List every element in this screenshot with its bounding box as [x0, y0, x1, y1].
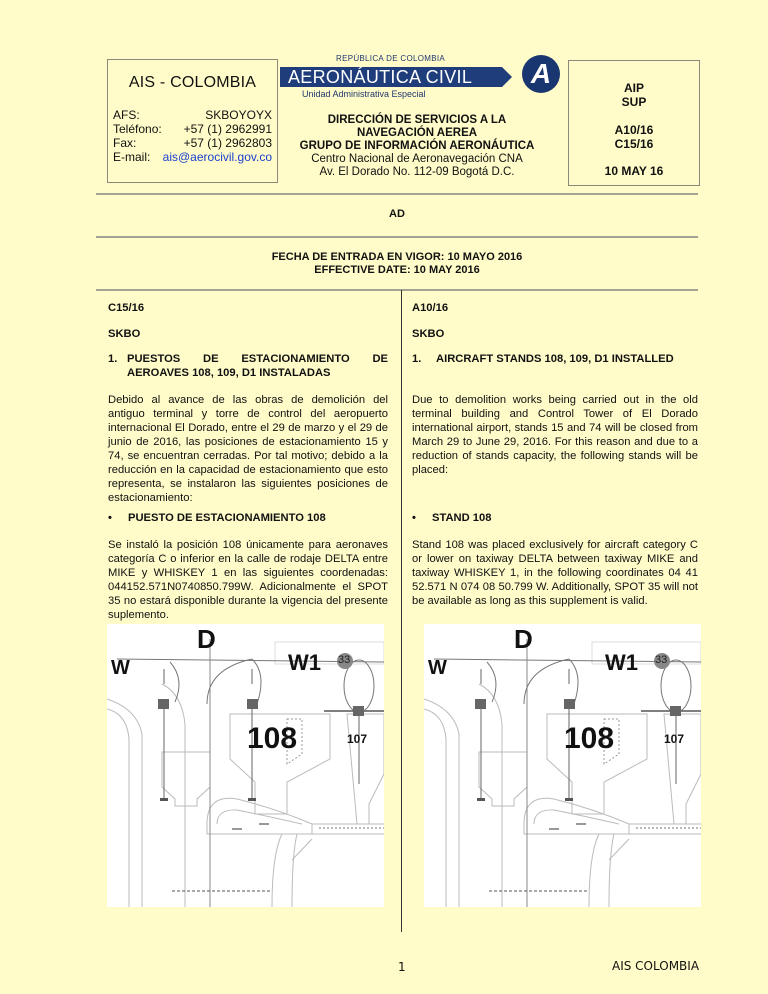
right-bullet	[412, 511, 698, 525]
email-link[interactable]: ais@aerocivil.gov.co	[162, 150, 272, 164]
phone-value: +57 (1) 2962991	[183, 122, 272, 136]
grupo-line: GRUPO DE INFORMACIÓN AERONÁUTICA	[299, 140, 535, 152]
fax-value: +57 (1) 2962803	[183, 136, 272, 150]
left-heading-text: PUESTOS DE ESTACIONAMIENTO DE AEROAVES 108, 109, D1 INSTALADAS	[127, 353, 388, 379]
footer-org: AIS COLOMBIA	[612, 959, 700, 973]
taxiway-w-label: W	[111, 657, 130, 679]
right-heading-number: 1.	[412, 353, 422, 365]
page-number: 1	[398, 960, 406, 974]
taxiway-d-label: D	[197, 624, 216, 654]
divider-bottom	[96, 289, 698, 291]
taxiway-w-label: W	[428, 657, 447, 679]
stand-diagram-right	[424, 624, 701, 907]
direccion-line2: NAVEGACIÓN AEREA	[356, 127, 478, 139]
stand-map-right	[424, 624, 701, 907]
left-bullet	[108, 511, 388, 525]
left-heading	[108, 352, 388, 380]
left-aerodrome: SKBO	[108, 328, 141, 340]
ref-a: A10/16	[614, 123, 654, 137]
stand-107-label: 107	[664, 732, 685, 746]
fax-label: Fax:	[113, 136, 137, 150]
ais-contact-box	[107, 59, 278, 183]
right-heading	[412, 352, 698, 366]
unidad-label: Unidad Administrativa Especial	[302, 89, 426, 99]
phone-row	[113, 122, 272, 136]
aip-label: AIP	[623, 81, 644, 95]
stand-diagram-left	[107, 624, 384, 907]
right-ref: A10/16	[412, 302, 449, 314]
afs-row	[113, 108, 272, 122]
taxiway-d-label: D	[514, 624, 533, 654]
aip-sup-box	[568, 60, 700, 186]
left-paragraph-2: Se instaló la posición 108 únicamente para aeronaves categoría C o inferior en la calle de rodaje DELTA entre MIKE y WHISKEY 1 en las siguientes coordenadas: 044152.571N0740850.799W. Adicionalmente el SPOT 35 no estará disponible durante la vigencia del presente suplemento.	[108, 539, 388, 621]
column-divider	[401, 290, 402, 932]
aerocivil-banner	[280, 67, 502, 87]
afs-label: AFS:	[113, 108, 140, 122]
divider-mid	[96, 236, 698, 238]
left-heading-number: 1.	[108, 353, 118, 365]
effective-date-block	[96, 251, 698, 277]
republica-label: REPÚBLICA DE COLOMBIA	[336, 54, 445, 63]
direccion-block	[272, 114, 562, 179]
ref-c: C15/16	[614, 137, 654, 151]
divider-top	[96, 193, 698, 195]
centro-line: Centro Nacional de Aeronavegación CNA	[311, 153, 523, 165]
sup-label: SUP	[621, 95, 647, 109]
bullet-icon: •	[412, 512, 416, 524]
aerocivil-banner-text: AERONÁUTICA CIVIL	[288, 67, 473, 87]
stand-108-label: 108	[564, 722, 615, 755]
bullet-icon: •	[108, 512, 112, 524]
email-label: E-mail:	[113, 150, 151, 164]
ais-contact-rows	[113, 108, 272, 164]
effective-date-en: EFFECTIVE DATE: 10 MAY 2016	[314, 264, 480, 276]
spot-33-label: 33	[655, 654, 668, 666]
right-bullet-text: STAND 108	[432, 512, 492, 524]
left-ref: C15/16	[108, 302, 145, 314]
left-bullet-text: PUESTO DE ESTACIONAMIENTO 108	[128, 512, 326, 524]
stand-108-label: 108	[247, 722, 298, 755]
right-heading-text: AIRCRAFT STANDS 108, 109, D1 INSTALLED	[436, 353, 674, 365]
right-paragraph-1: Due to demolition works being carried out in the old terminal building and Control Tower of El Dorado international airport, stands 15 and 74 will be closed from March 29 to June 29, 2016. For this reason and due to a reduction of stands capacity, the following stands will be placed:	[412, 394, 698, 476]
fax-row	[113, 136, 272, 150]
right-aerodrome: SKBO	[412, 328, 445, 340]
ais-title: AIS - COLOMBIA	[128, 74, 257, 91]
afs-value: SKBOYOYX	[205, 108, 272, 122]
right-paragraph-2: Stand 108 was placed exclusively for aircraft category C or lower on taxiway DELTA between taxiway MIKE and taxiway WHISKEY 1, in the following coordinates 04 41 52.571 N 074 08 50.799 W. Additionally, SPOT 35 will not be available as long as this supplement is valid.	[412, 539, 698, 607]
issue-date: 10 MAY 16	[604, 164, 664, 178]
aerocivil-logo-icon: A	[522, 55, 560, 93]
stand-107-label: 107	[347, 732, 368, 746]
stand-map-left	[107, 624, 384, 907]
direccion-line1: DIRECCIÓN DE SERVICIOS A LA	[327, 114, 507, 126]
effective-date-es: FECHA DE ENTRADA EN VIGOR: 10 MAYO 2016	[271, 251, 523, 263]
section-label: AD	[389, 208, 405, 220]
left-paragraph-1: Debido al avance de las obras de demolición del antiguo terminal y torre de control del aeropuerto internacional El Dorado, entre el 29 de marzo y el 29 de junio de 2016, las posiciones de estacionamiento 15 y 74, se encuentran cerradas. Por tal motivo; debido a la reducción en la capacidad de estacionamiento que esto representa, se instalaron las siguientes posiciones de estacionamiento:	[108, 394, 388, 504]
taxiway-w1-label: W1	[605, 650, 638, 675]
email-row	[113, 150, 272, 164]
taxiway-w1-label: W1	[288, 650, 321, 675]
address-line: Av. El Dorado No. 112-09 Bogotá D.C.	[319, 166, 515, 178]
phone-label: Teléfono:	[113, 122, 162, 136]
aerocivil-header	[272, 52, 562, 182]
spot-33-label: 33	[338, 654, 351, 666]
